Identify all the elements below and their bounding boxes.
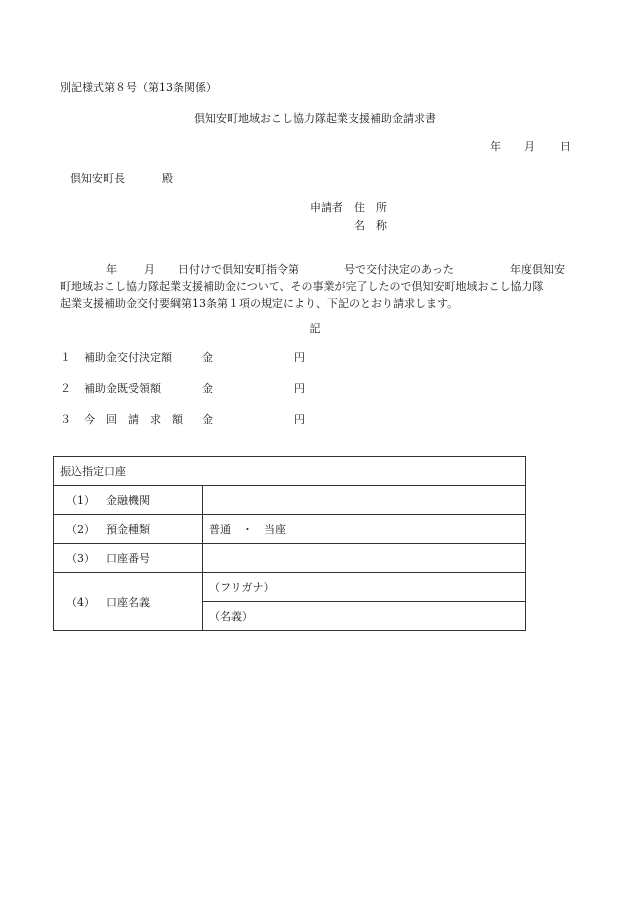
deposit-type-options[interactable]: 普通 ・ 当座 xyxy=(203,515,526,544)
body-line-1 xyxy=(60,261,575,278)
body-line-2: 町地域おこし協力隊起業支援補助金について、その事業が完了したので倶知安町地域おこし協力隊 xyxy=(60,280,544,293)
account-meigi-field[interactable]: （名義） xyxy=(203,602,526,631)
item-yen: 円 xyxy=(294,351,305,364)
item-number: ３ xyxy=(60,413,71,426)
item-kin: 金 xyxy=(202,382,213,395)
bank-row-label-cell xyxy=(54,486,203,515)
item-label: 今 回 請 求 額 xyxy=(84,413,183,426)
bank-account-table xyxy=(53,456,526,631)
item-yen: 円 xyxy=(294,382,305,395)
addressee-name: 倶知安町長 xyxy=(70,172,125,185)
date-month: 月 xyxy=(524,140,535,153)
bank-header-row xyxy=(54,457,526,486)
item-label: 補助金既受領額 xyxy=(84,382,161,395)
applicant-block xyxy=(310,201,387,237)
bank-row-deposit-type xyxy=(54,515,526,544)
bank-row-account-name xyxy=(54,573,526,602)
request-body xyxy=(60,261,575,312)
bank-header: 振込指定口座 xyxy=(54,457,526,486)
bank-row-account-number xyxy=(54,544,526,573)
item-kin: 金 xyxy=(202,351,213,364)
bank-row-label-cell xyxy=(54,544,203,573)
document-title: 倶知安町地域おこし協力隊起業支援補助金請求書 xyxy=(194,112,436,125)
item-kin: 金 xyxy=(202,413,213,426)
body-decision-text: 日付けで倶知安町指令第 xyxy=(178,263,299,276)
body-year: 年 xyxy=(106,263,117,276)
date-year: 年 xyxy=(490,140,501,153)
bank-row-number: （3） xyxy=(66,552,95,565)
item-label: 補助金交付決定額 xyxy=(84,351,172,364)
item-number: １ xyxy=(60,351,71,364)
applicant-label: 申請者 xyxy=(310,201,343,214)
addressee xyxy=(70,172,173,186)
bank-row-label-cell xyxy=(54,515,203,544)
bank-row-number: （2） xyxy=(66,523,95,536)
account-furigana-field[interactable]: （フリガナ） xyxy=(203,573,526,602)
date-day: 日 xyxy=(560,140,571,153)
body-fiscal-year-text: 年度倶知安 xyxy=(510,263,565,276)
bank-row-label: 口座番号 xyxy=(106,552,150,565)
bank-row-label: 預金種類 xyxy=(106,523,150,536)
ki-heading: 記 xyxy=(309,322,321,335)
applicant-address-label: 住 所 xyxy=(354,201,387,214)
bank-row-label: 口座名義 xyxy=(106,595,150,609)
item-yen: 円 xyxy=(294,413,305,426)
bank-row-number: （4） xyxy=(66,595,95,609)
addressee-honorific: 殿 xyxy=(162,172,173,185)
body-month: 月 xyxy=(144,263,155,276)
bank-row-label-cell xyxy=(54,573,203,631)
body-number-text: 号で交付決定のあった xyxy=(344,263,454,276)
applicant-name-label: 名 称 xyxy=(354,219,387,232)
bank-row-number: （1） xyxy=(66,494,95,507)
item-number: ２ xyxy=(60,382,71,395)
bank-institution-field[interactable] xyxy=(203,486,526,515)
form-number: 別記様式第８号（第13条関係） xyxy=(60,81,217,94)
account-number-field[interactable] xyxy=(203,544,526,573)
body-line-3: 起業支援補助金交付要綱第13条第１項の規定により、下記のとおり請求します。 xyxy=(60,297,459,310)
bank-row-label: 金融機関 xyxy=(106,494,150,507)
bank-row-institution xyxy=(54,486,526,515)
